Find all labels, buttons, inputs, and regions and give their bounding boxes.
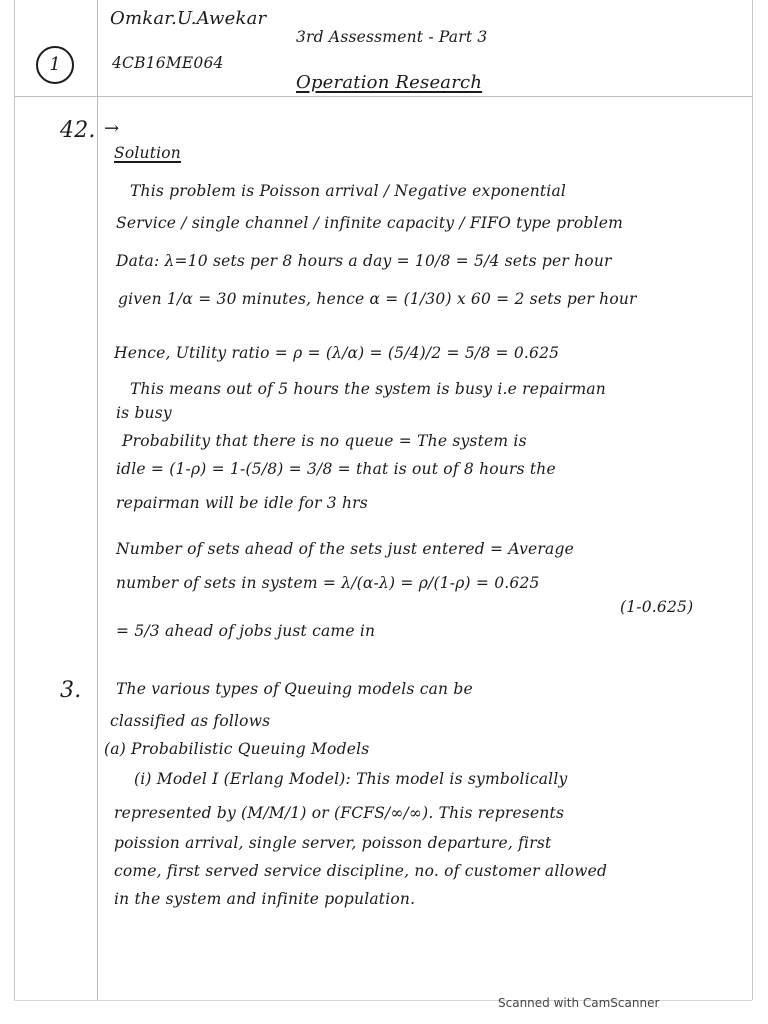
q3-line-5: represented by (M/M/1) or (FCFS/∞/∞). This represents [114, 804, 565, 822]
page-frame-right [752, 0, 753, 1000]
q2-line-12: number of sets in system = λ/(α-λ) = ρ/(1-ρ) = 0.625 [116, 574, 540, 592]
solution-heading: Solution [114, 144, 181, 162]
q3-line-1: The various types of Queuing models can be [116, 680, 473, 698]
question-number-2: 42. [60, 118, 96, 143]
q2-line-5: Hence, Utility ratio = ρ = (λ/α) = (5/4)/2 = 5/8 = 0.625 [114, 344, 560, 362]
q3-line-2: classified as follows [110, 712, 271, 730]
q3-line-3: (a) Probabilistic Queuing Models [104, 740, 370, 758]
q2-line-11: Number of sets ahead of the sets just entered = Average [116, 540, 574, 558]
q2-line-9: idle = (1-ρ) = 1-(5/8) = 3/8 = that is out of 8 hours the [116, 460, 556, 478]
arrow-icon: → [104, 118, 120, 139]
subject-title: Operation Research [296, 72, 483, 93]
q3-line-8: in the system and infinite population. [114, 890, 416, 908]
q2-line-8: Probability that there is no queue = The system is [122, 432, 527, 450]
assessment-title: 3rd Assessment - Part 3 [296, 28, 488, 46]
question-number-3: 3. [60, 678, 82, 703]
student-name: Omkar.U.Awekar [110, 8, 267, 29]
q2-line-4: given 1/α = 30 minutes, hence α = (1/30) x 60 = 2 sets per hour [118, 290, 637, 308]
student-usn: 4CB16ME064 [112, 54, 224, 72]
q2-line-1: This problem is Poisson arrival / Negative exponential [130, 182, 567, 200]
q2-line-2: Service / single channel / infinite capacity / FIFO type problem [116, 214, 623, 232]
q2-line-3: Data: λ=10 sets per 8 hours a day = 10/8 = 5/4 sets per hour [116, 252, 612, 270]
q2-line-10: repairman will be idle for 3 hrs [116, 494, 368, 512]
q3-line-6: poission arrival, single server, poisson departure, first [114, 834, 552, 852]
header-rule [14, 96, 752, 97]
q2-line-14: = 5/3 ahead of jobs just came in [116, 622, 376, 640]
q3-line-7: come, first served service discipline, no. of customer allowed [114, 862, 608, 880]
q2-line-13: (1-0.625) [620, 598, 694, 616]
q2-line-7: is busy [116, 404, 172, 422]
page-frame-left [14, 0, 15, 1000]
margin-line [97, 0, 98, 1000]
question-circle: 1 [36, 46, 74, 84]
q2-line-6: This means out of 5 hours the system is busy i.e repairman [130, 380, 606, 398]
scanner-watermark: Scanned with CamScanner [498, 996, 660, 1010]
q3-line-4: (i) Model I (Erlang Model): This model is symbolically [134, 770, 568, 788]
